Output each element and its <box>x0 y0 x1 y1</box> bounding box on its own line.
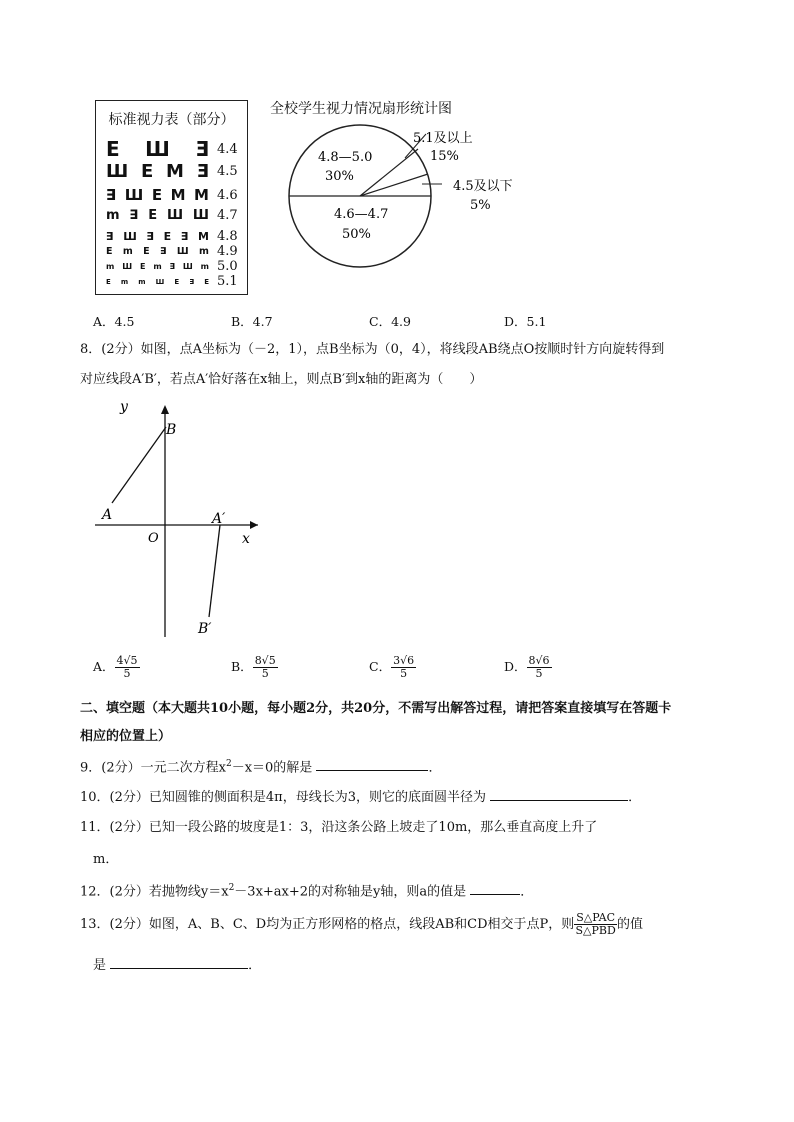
q7-option-a: A．4.5 <box>93 314 135 329</box>
pie-divider-lower <box>360 174 428 196</box>
eye-glyph: E <box>106 137 120 161</box>
q8-option-b: B． $\frac{8√5}{5}$ <box>231 654 276 681</box>
pie-pct-4647: 50% <box>342 227 371 242</box>
point-b-label: B <box>166 422 177 438</box>
eye-chart <box>95 100 248 295</box>
segment-a2b2 <box>209 525 220 617</box>
eye-glyph: M <box>166 161 184 182</box>
pie-pct-45down: 5% <box>470 198 491 213</box>
eye-glyph: ∃ <box>160 246 167 257</box>
eye-glyph: Ш <box>166 208 184 223</box>
q8-option-a: A． $\frac{4√5}{5}$ <box>93 654 138 681</box>
eye-row-level: 4.4 <box>217 141 238 157</box>
segment-ab <box>112 427 166 503</box>
eye-glyph: ∃ <box>180 230 189 243</box>
eye-row-level: 4.8 <box>217 229 238 244</box>
pie-label-4647: 4.6—4.7 <box>334 207 389 222</box>
section2-heading-line1: 二、填空题（本大题共10小题，每小题2分，共20分，不需写出解答过程，请把答案直接填写在答题卡 <box>80 701 672 716</box>
eye-glyph: m <box>106 208 120 223</box>
x-label: x <box>242 531 250 547</box>
eye-row <box>106 208 241 223</box>
eye-glyph: Ш <box>124 186 144 204</box>
eye-row-level: 5.1 <box>217 274 238 289</box>
eye-glyph: Ш <box>106 161 129 182</box>
q8-option-c: C． $\frac{3√6}{5}$ <box>369 654 415 681</box>
eye-glyph: m <box>153 262 162 271</box>
eye-glyph: E <box>174 277 180 286</box>
y-label: y <box>120 399 128 415</box>
q12: 12．(2分）若抛物线$y=x^2-3x+ax+2$的对称轴是y轴，则a的值是 ． <box>80 883 534 900</box>
eye-glyph: Ш <box>155 277 165 286</box>
eye-glyph: E <box>140 161 154 182</box>
eye-row-level: 5.0 <box>217 259 238 274</box>
pie-label-51up: 5.1及以上 <box>413 131 473 146</box>
q8-line2: 对应线段A′B′，若点A′恰好落在x轴上，则点B′到x轴的距离为（ ） <box>80 372 483 387</box>
q9-answer-blank <box>316 758 428 771</box>
q8-line1: 8．(2分）如图，点A坐标为（－2，1），点B坐标为（0，4），将线段AB绕点O按顺时针方向旋转得到 <box>80 342 665 357</box>
q7-option-b: B．4.7 <box>231 314 273 329</box>
pie-chart-title: 全校学生视力情况扇形统计图 <box>270 101 452 117</box>
q13-line2: 是 ． <box>93 958 262 973</box>
eye-glyph: Ǝ <box>195 137 209 161</box>
point-a-label: A <box>102 507 113 523</box>
q13-line1: 13．(2分）如图，A、B、C、D均为正方形网格的格点，线段AB和CD相交于点P，则 $\frac{\text{S△PAC}}{\text{S△PBD}}$ 的值 <box>80 911 644 938</box>
eye-glyph: ∃ <box>106 186 117 204</box>
q13-answer-blank <box>110 956 248 969</box>
eye-glyph: m <box>200 262 209 271</box>
eye-chart-title: 标准视力表（部分） <box>108 112 235 128</box>
eye-row <box>106 229 241 244</box>
y-axis-arrow <box>161 405 169 414</box>
section2-heading-line2: 相应的位置上） <box>80 729 172 744</box>
eye-glyph: m <box>199 246 209 257</box>
eye-glyph: E <box>151 186 163 204</box>
eye-glyph: M <box>198 230 209 243</box>
eye-row <box>106 186 241 204</box>
eye-glyph: E <box>163 230 172 243</box>
q8-option-d: D． $\frac{8√6}{5}$ <box>504 654 550 681</box>
q7-option-d: D．5.1 <box>504 314 547 329</box>
eye-glyph: Ǝ <box>196 161 209 182</box>
eye-glyph: ∃ <box>146 230 154 243</box>
eye-row-level: 4.7 <box>217 208 238 223</box>
pie-chart <box>280 118 540 278</box>
point-b2-label: B′ <box>198 621 212 637</box>
eye-row-level: 4.5 <box>217 164 238 179</box>
eye-glyph: m <box>122 246 133 257</box>
eye-glyph: Ш <box>145 137 170 161</box>
q11-line2: m． <box>93 852 119 867</box>
eye-glyph: ∃ <box>189 277 195 286</box>
eye-glyph: ∃ <box>129 208 139 223</box>
eye-row-level: 4.6 <box>217 187 238 203</box>
q7-option-c: C．4.9 <box>369 314 411 329</box>
eye-glyph: m <box>138 277 146 286</box>
pie-pct-4850: 30% <box>325 169 354 184</box>
eye-glyph: ∃ <box>169 262 176 271</box>
x-axis-arrow <box>250 521 258 529</box>
eye-glyph: Ш <box>122 262 133 271</box>
eye-row <box>106 274 241 289</box>
q11-line1: 11．(2分）已知一段公路的坡度是1：3，沿这条公路上坡走了10m，那么垂直高度上升了 <box>80 820 598 835</box>
eye-glyph: E <box>106 246 113 257</box>
eye-glyph: E <box>106 277 111 286</box>
eye-row <box>106 244 241 259</box>
eye-glyph: Ш <box>192 208 209 223</box>
eye-glyph: E <box>204 277 209 286</box>
eye-glyph: E <box>139 262 146 271</box>
eye-row <box>106 137 241 161</box>
eye-glyph: m <box>120 277 129 286</box>
origin-label: O <box>148 531 159 546</box>
eye-glyph: Ш <box>182 262 193 271</box>
q9: 9．(2分）一元二次方程$x^2-x=0$的解是 ． <box>80 759 442 776</box>
eye-row <box>106 259 241 274</box>
eye-glyph: Ш <box>176 246 189 257</box>
point-a2-label: A′ <box>212 511 226 527</box>
pie-pct-51up: 15% <box>430 149 459 164</box>
eye-glyph: ∃ <box>106 230 114 243</box>
eye-row-level: 4.9 <box>217 244 238 259</box>
q12-answer-blank <box>470 882 520 895</box>
eye-glyph: E <box>148 208 158 223</box>
eye-glyph: Ш <box>123 230 137 243</box>
eye-glyph: E <box>143 246 150 257</box>
eye-row <box>106 161 241 182</box>
eye-glyph: m <box>106 262 115 271</box>
q10: 10．(2分）已知圆锥的侧面积是4π，母线长为3，则它的底面圆半径为 ． <box>80 790 642 805</box>
eye-glyph: M <box>194 186 209 204</box>
pie-label-4850: 4.8—5.0 <box>318 150 373 165</box>
eye-glyph: M <box>170 186 186 204</box>
pie-label-45down: 4.5及以下 <box>453 179 513 194</box>
q8-figure <box>90 395 270 645</box>
q10-answer-blank <box>490 788 628 801</box>
